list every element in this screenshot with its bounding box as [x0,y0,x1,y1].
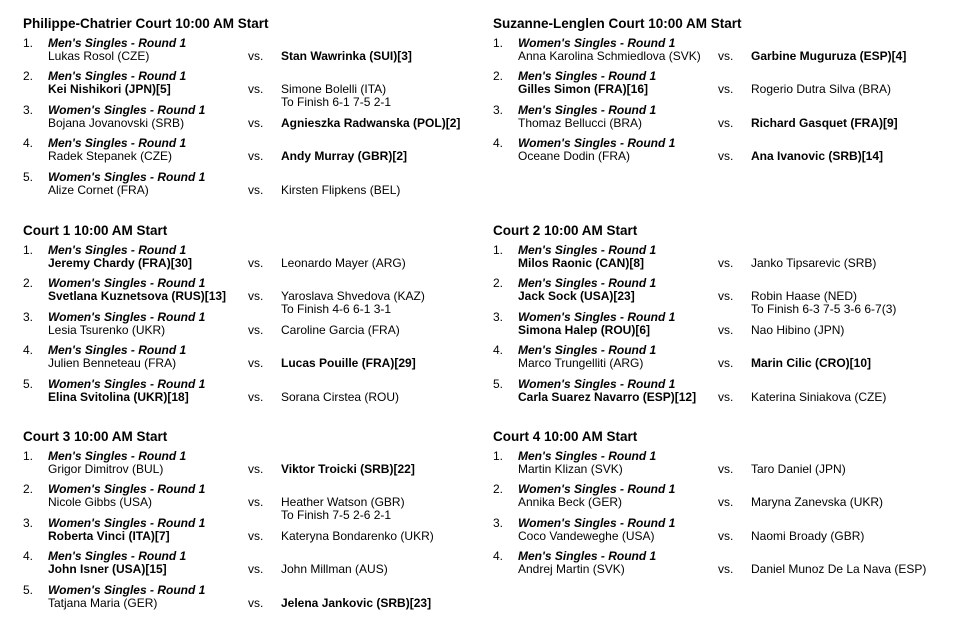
player-two: Rogerio Dutra Silva (BRA) [751,82,892,97]
match-row [493,550,933,583]
match-number: 1. [23,449,34,463]
court-header: Philippe-Chatrier Court 10:00 AM Start [23,16,269,31]
versus-label: vs. [248,389,264,404]
court-header: Court 3 10:00 AM Start [23,429,168,444]
player-one: Simona Halep (ROU)[6] [518,322,651,337]
player-one: Annika Beck (GER) [518,495,623,510]
match-number: 4. [23,343,34,358]
player-two: Caroline Garcia (FRA) [281,322,400,337]
court-header: Court 2 10:00 AM Start [493,223,638,238]
match-number: 1. [493,36,504,50]
match-row [493,244,933,277]
player-one: Nicole Gibbs (USA) [48,495,153,510]
match-row [493,311,933,344]
round-label: Women's Singles - Round 1 [518,376,676,391]
versus-label: vs. [248,115,264,130]
versus-label: vs. [718,356,734,371]
player-two: Kirsten Flipkens (BEL) [281,182,401,197]
player-two: Ana Ivanovic (SRB)[14] [751,149,884,164]
player-one: John Isner (USA)[15] [48,562,167,577]
player-two: Maryna Zanevska (UKR) [751,495,884,510]
player-one: Elina Svitolina (UKR)[18] [48,389,189,404]
match-row [493,344,933,377]
player-one: Coco Vandeweghe (USA) [518,528,655,543]
match-row [23,276,463,317]
player-two: Simone Bolelli (ITA) [281,82,387,97]
versus-label: vs. [718,389,734,404]
match-number: 3. [493,309,504,324]
court-block-court-1 [23,223,463,411]
player-one: Grigor Dimitrov (BUL) [48,462,164,476]
match-number: 1. [23,36,34,50]
round-label: Men's Singles - Round 1 [518,69,657,84]
versus-label: vs. [248,182,264,197]
match-number: 5. [23,376,34,391]
court-header: Suzanne-Lenglen Court 10:00 AM Start [493,16,742,31]
match-row [493,104,933,137]
round-label: Women's Singles - Round 1 [48,102,206,117]
player-two: Lucas Pouille (FRA)[29] [281,356,416,371]
player-one: Gilles Simon (FRA)[16] [518,82,649,97]
player-one: Jack Sock (USA)[23] [518,289,635,304]
player-one: Carla Suarez Navarro (ESP)[12] [518,389,697,404]
court-block-court-3 [23,429,463,617]
player-one: Julien Benneteau (FRA) [48,356,177,371]
match-number: 3. [23,102,34,117]
versus-label: vs. [718,462,734,476]
player-one: Thomaz Bellucci (BRA) [518,115,643,130]
round-label: Women's Singles - Round 1 [518,36,676,50]
match-row [23,311,463,344]
match-number: 1. [493,243,504,257]
player-one: Anna Karolina Schmiedlova (SVK) [518,49,701,63]
versus-label: vs. [248,256,264,270]
match-row [23,244,463,277]
round-label: Men's Singles - Round 1 [48,69,187,84]
match-number: 1. [493,449,504,463]
round-label: Men's Singles - Round 1 [48,136,187,151]
player-one: Bojana Jovanovski (SRB) [48,115,185,130]
match-number: 2. [493,69,504,84]
player-two: Jelena Jankovic (SRB)[23] [281,595,432,610]
match-list [493,37,933,171]
versus-label: vs. [718,528,734,543]
match-number: 2. [23,482,34,497]
player-one: Lukas Rosol (CZE) [48,49,150,63]
player-two: Taro Daniel (JPN) [751,462,846,476]
match-number: 4. [493,136,504,151]
match-row [23,450,463,483]
match-row [23,482,463,523]
player-one: Radek Stepanek (CZE) [48,149,173,164]
player-two: Janko Tipsarevic (SRB) [751,256,877,270]
versus-label: vs. [248,82,264,97]
player-two: Agnieszka Radwanska (POL)[2] [281,115,461,130]
player-one: Roberta Vinci (ITA)[7] [48,528,170,543]
court-block-suzanne-lenglen [493,16,933,171]
player-two: Robin Haase (NED) [751,289,858,304]
versus-label: vs. [248,49,264,63]
round-label: Men's Singles - Round 1 [518,343,657,358]
round-label: Men's Singles - Round 1 [48,549,187,564]
versus-label: vs. [718,562,734,577]
versus-label: vs. [718,322,734,337]
player-two: Naomi Broady (GBR) [751,528,865,543]
round-label: Men's Singles - Round 1 [48,243,187,257]
match-list [23,450,463,617]
versus-label: vs. [718,82,734,97]
match-row [23,104,463,137]
match-number: 2. [23,69,34,84]
match-row [493,517,933,550]
match-row [23,584,463,617]
round-label: Women's Singles - Round 1 [48,582,206,597]
court-header: Court 4 10:00 AM Start [493,429,638,444]
match-row [493,378,933,411]
match-row [23,517,463,550]
versus-label: vs. [718,115,734,130]
round-label: Men's Singles - Round 1 [518,449,657,463]
versus-label: vs. [248,562,264,577]
court-block-court-2 [493,223,933,411]
player-one: Milos Raonic (CAN)[8] [518,256,644,270]
court-header: Court 1 10:00 AM Start [23,223,168,238]
round-label: Women's Singles - Round 1 [518,482,676,497]
match-number: 1. [23,243,34,257]
round-label: Men's Singles - Round 1 [518,102,657,117]
player-one: Oceane Dodin (FRA) [518,149,631,164]
round-label: Men's Singles - Round 1 [48,449,187,463]
match-number: 3. [23,515,34,530]
match-number: 4. [493,343,504,358]
versus-label: vs. [248,495,264,510]
match-list [23,244,463,411]
player-two: Yaroslava Shvedova (KAZ) [281,289,425,304]
match-number: 2. [23,276,34,291]
versus-label: vs. [718,49,734,63]
versus-label: vs. [718,289,734,304]
player-two: Andy Murray (GBR)[2] [281,149,408,164]
match-number: 2. [493,482,504,497]
round-label: Women's Singles - Round 1 [48,309,206,324]
match-number: 4. [23,136,34,151]
match-status-note: To Finish 7-5 2-6 2-1 [281,508,392,523]
player-two: Marin Cilic (CRO)[10] [751,356,872,371]
match-status-note: To Finish 6-1 7-5 2-1 [281,95,392,110]
round-label: Women's Singles - Round 1 [518,136,676,151]
player-one: Lesia Tsurenko (UKR) [48,322,166,337]
versus-label: vs. [248,322,264,337]
round-label: Women's Singles - Round 1 [518,515,676,530]
player-one: Jeremy Chardy (FRA)[30] [48,256,193,270]
round-label: Men's Singles - Round 1 [48,343,187,358]
round-label: Men's Singles - Round 1 [48,36,187,50]
court-block-court-4 [493,429,933,584]
round-label: Women's Singles - Round 1 [48,169,206,184]
match-number: 4. [493,549,504,564]
player-one: Svetlana Kuznetsova (RUS)[13] [48,289,227,304]
player-two: Nao Hibino (JPN) [751,322,845,337]
player-one: Kei Nishikori (JPN)[5] [48,82,171,97]
match-row [23,378,463,411]
round-label: Women's Singles - Round 1 [518,309,676,324]
player-two: Katerina Siniakova (CZE) [751,389,887,404]
match-row [493,37,933,70]
versus-label: vs. [248,149,264,164]
round-label: Men's Singles - Round 1 [518,549,657,564]
player-one: Martin Klizan (SVK) [518,462,623,476]
round-label: Women's Singles - Round 1 [48,482,206,497]
match-number: 4. [23,549,34,564]
versus-label: vs. [248,595,264,610]
match-row [493,450,933,483]
match-row [493,137,933,170]
player-one: Marco Trungelliti (ARG) [518,356,644,371]
round-label: Men's Singles - Round 1 [518,276,657,291]
match-number: 3. [493,102,504,117]
match-row [23,171,463,204]
versus-label: vs. [718,495,734,510]
player-one: Alize Cornet (FRA) [48,182,149,197]
player-one: Tatjana Maria (GER) [48,595,158,610]
player-two: Richard Gasquet (FRA)[9] [751,115,898,130]
player-two: Kateryna Bondarenko (UKR) [281,528,434,543]
match-number: 5. [493,376,504,391]
player-two: Viktor Troicki (SRB)[22] [281,462,415,476]
match-status-note: To Finish 4-6 6-1 3-1 [281,302,392,317]
match-number: 5. [23,169,34,184]
round-label: Women's Singles - Round 1 [48,376,206,391]
match-row [23,137,463,170]
match-row [23,550,463,583]
player-two: Heather Watson (GBR) [281,495,405,510]
player-two: Stan Wawrinka (SUI)[3] [281,49,412,63]
match-list [493,450,933,584]
player-one: Andrej Martin (SVK) [518,562,625,577]
match-number: 5. [23,582,34,597]
match-row [23,344,463,377]
versus-label: vs. [248,289,264,304]
player-two: Daniel Munoz De La Nava (ESP) [751,562,927,577]
player-two: John Millman (AUS) [281,562,388,577]
player-two: Garbine Muguruza (ESP)[4] [751,49,907,63]
match-list [493,244,933,411]
versus-label: vs. [718,149,734,164]
match-row [493,483,933,516]
match-number: 2. [493,276,504,291]
player-two: Leonardo Mayer (ARG) [281,256,406,270]
round-label: Women's Singles - Round 1 [48,276,206,291]
round-label: Men's Singles - Round 1 [518,243,657,257]
court-block-philippe-chatrier [23,16,463,204]
match-status-note: To Finish 6-3 7-5 3-6 6-7(3) [751,302,897,317]
match-number: 3. [493,515,504,530]
match-number: 3. [23,309,34,324]
versus-label: vs. [718,256,734,270]
versus-label: vs. [248,528,264,543]
match-row [23,37,463,70]
match-row [493,70,933,103]
versus-label: vs. [248,356,264,371]
player-two: Sorana Cirstea (ROU) [281,389,400,404]
versus-label: vs. [248,462,264,476]
round-label: Women's Singles - Round 1 [48,515,206,530]
match-list [23,37,463,204]
